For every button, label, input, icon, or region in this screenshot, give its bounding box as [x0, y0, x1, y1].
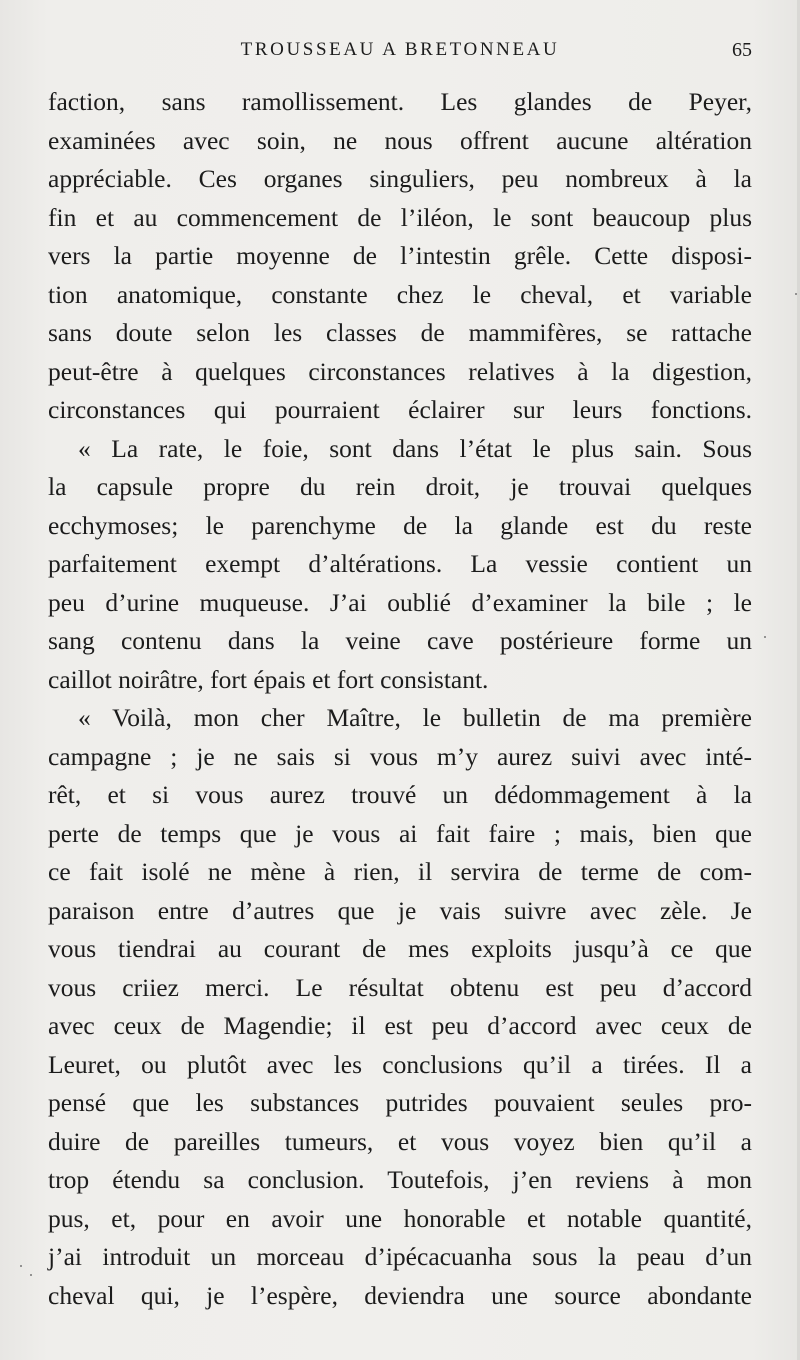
- body-text: [48, 83, 752, 1315]
- page-header: [48, 30, 752, 70]
- paper-speck: [30, 1274, 32, 1276]
- text-line: caillot noirâtre, fort épais et fort consistant.: [48, 664, 489, 694]
- text-line: paraison entre d’autres que je vais suivre avec zèle. Je: [48, 895, 752, 925]
- text-line: fin et au commencement de l’iléon, le sont beaucoup plus: [48, 202, 752, 232]
- text-line: sang contenu dans la veine cave postérieure forme un: [48, 626, 752, 655]
- text-line: « Voilà, mon cher Maître, le bulletin de ma première: [78, 703, 752, 732]
- paper-speck: [20, 1265, 22, 1267]
- text-line: ecchymoses; le parenchyme de la glande est du reste: [48, 510, 752, 540]
- page-number: 65: [732, 39, 752, 61]
- text-line: rêt, et si vous aurez trouvé un dédommagement à la: [48, 780, 752, 809]
- text-line: perte de temps que je vous ai fait faire ; mais, bien que: [48, 818, 752, 848]
- text-line: parfaitement exempt d’altérations. La vessie contient un: [48, 549, 752, 578]
- text-line: appréciable. Ces organes singuliers, peu nombreux à la: [48, 164, 752, 193]
- text-line: campagne ; je ne sais si vous m’y aurez suivi avec inté-: [48, 741, 752, 771]
- paper-speck: [795, 293, 797, 295]
- text-line: tion anatomique, constante chez le cheval, et variable: [48, 279, 752, 309]
- text-line: sans doute selon les classes de mammifères, se rattache: [48, 318, 752, 347]
- text-line: peut-être à quelques circonstances relatives à la digestion,: [48, 356, 752, 386]
- text-line: ce fait isolé ne mène à rien, il servira de terme de com-: [48, 857, 752, 886]
- text-line: duire de pareilles tumeurs, et vous voyez bien qu’il a: [48, 1126, 752, 1156]
- text-line: pensé que les substances putrides pouvaient seules pro-: [48, 1088, 752, 1117]
- text-line: Leuret, ou plutôt avec les conclusions qu’il a tirées. Il a: [48, 1049, 752, 1079]
- paper-speck: [764, 636, 766, 638]
- text-line: vers la partie moyenne de l’intestin grêle. Cette disposi-: [48, 241, 752, 270]
- text-line: vous criiez merci. Le résultat obtenu est peu d’accord: [48, 972, 752, 1002]
- text-line: faction, sans ramollissement. Les glandes de Peyer,: [48, 87, 752, 116]
- text-line: « La rate, le foie, sont dans l’état le plus sain. Sous: [78, 433, 752, 463]
- text-line: j’ai introduit un morceau d’ipécacuanha sous la peau d’un: [48, 1242, 752, 1271]
- text-line: avec ceux de Magendie; il est peu d’accord avec ceux de: [48, 1011, 752, 1040]
- running-title: TROUSSEAU A BRETONNEAU: [240, 39, 560, 60]
- text-line: trop étendu sa conclusion. Toutefois, j’en reviens à mon: [48, 1165, 752, 1194]
- text-line: pus, et, pour en avoir une honorable et notable quantité,: [48, 1203, 752, 1233]
- text-line: examinées avec soin, ne nous offrent aucune altération: [48, 125, 752, 155]
- text-line: peu d’urine muqueuse. J’ai oublié d’examiner la bile ; le: [48, 587, 752, 617]
- text-line: cheval qui, je l’espère, deviendra une source abondante: [48, 1280, 752, 1310]
- text-line: la capsule propre du rein droit, je trouvai quelques: [48, 472, 752, 501]
- text-line: vous tiendrai au courant de mes exploits jusqu’à ce que: [48, 934, 752, 963]
- text-line: circonstances qui pourraient éclairer sur leurs fonctions.: [48, 395, 752, 424]
